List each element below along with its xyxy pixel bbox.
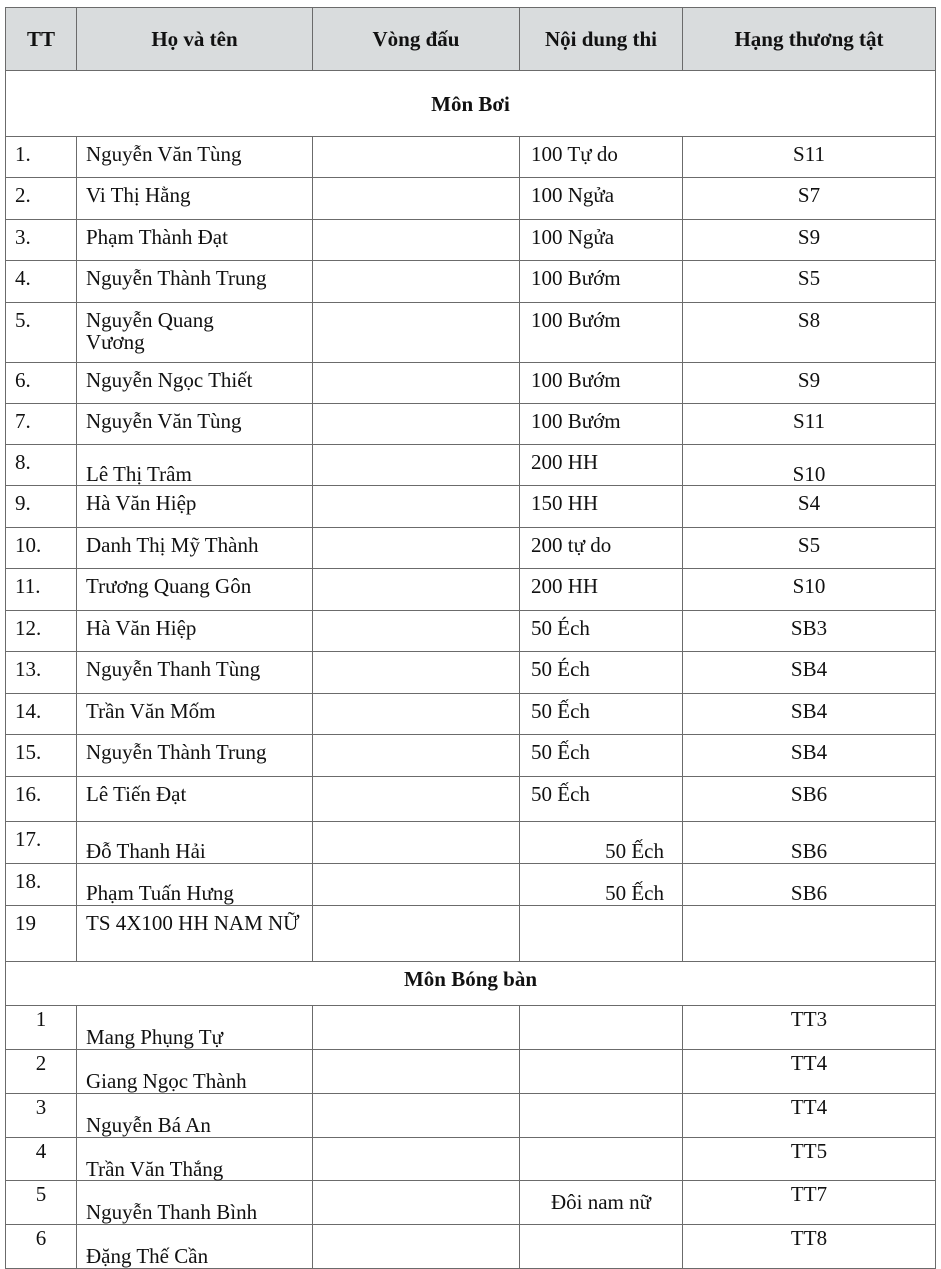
- table-row: [6, 652, 936, 694]
- table-row: [6, 303, 936, 363]
- row-number: 8.: [6, 445, 77, 486]
- event-cell: [520, 1225, 683, 1269]
- row-number: 11.: [6, 569, 77, 611]
- event-cell: 50 Ếch: [520, 694, 683, 735]
- athlete-name: Trương Quang Gôn: [77, 569, 313, 611]
- athlete-name: Danh Thị Mỹ Thành: [77, 528, 313, 569]
- athlete-name: Đỗ Thanh Hải: [77, 822, 313, 864]
- round-cell: [313, 822, 520, 864]
- event-cell: 200 HH: [520, 445, 683, 486]
- event-cell: 50 Éch: [520, 652, 683, 694]
- event-cell: 50 Ếch: [520, 864, 683, 906]
- class-cell: TT5: [683, 1138, 936, 1181]
- class-cell: SB6: [683, 822, 936, 864]
- event-cell: Đôi nam nữ: [520, 1181, 683, 1225]
- class-cell: S8: [683, 303, 936, 363]
- event-cell: [520, 1138, 683, 1181]
- class-cell: SB4: [683, 652, 936, 694]
- class-cell: S4: [683, 486, 936, 528]
- class-cell: TT4: [683, 1050, 936, 1094]
- event-cell: 50 Ếch: [520, 822, 683, 864]
- event-cell: 100 Ngửa: [520, 178, 683, 220]
- round-cell: [313, 363, 520, 404]
- event-cell: 50 Ếch: [520, 777, 683, 822]
- class-cell: SB6: [683, 864, 936, 906]
- row-number: 12.: [6, 611, 77, 652]
- row-number: 4.: [6, 261, 77, 303]
- row-number: 10.: [6, 528, 77, 569]
- round-cell: [313, 569, 520, 611]
- table-row: [6, 822, 936, 864]
- athlete-name: Trần Văn Thắng: [77, 1138, 313, 1181]
- table-row: [6, 220, 936, 261]
- athlete-name: Phạm Tuấn Hưng: [77, 864, 313, 906]
- round-cell: [313, 303, 520, 363]
- round-cell: [313, 178, 520, 220]
- table-row: [6, 528, 936, 569]
- athlete-name: Nguyễn Văn Tùng: [77, 137, 313, 178]
- table-row: [6, 735, 936, 777]
- table-row: [6, 404, 936, 445]
- event-cell: 100 Bướm: [520, 363, 683, 404]
- round-cell: [313, 1138, 520, 1181]
- class-cell: TT3: [683, 1006, 936, 1050]
- athlete-name: Hà Văn Hiệp: [77, 611, 313, 652]
- class-cell: S7: [683, 178, 936, 220]
- round-cell: [313, 1050, 520, 1094]
- table-row: [6, 611, 936, 652]
- event-cell: 100 Bướm: [520, 303, 683, 363]
- athlete-name: Lê Tiến Đạt: [77, 777, 313, 822]
- athlete-name: Phạm Thành Đạt: [77, 220, 313, 261]
- section-row: [6, 962, 936, 1006]
- round-cell: [313, 611, 520, 652]
- round-cell: [313, 1094, 520, 1138]
- event-cell: 100 Tự do: [520, 137, 683, 178]
- round-cell: [313, 1225, 520, 1269]
- round-cell: [313, 694, 520, 735]
- round-cell: [313, 777, 520, 822]
- section-title: Môn Bơi: [6, 71, 936, 137]
- table-row: [6, 363, 936, 404]
- athlete-name: Nguyễn Quang Vương: [77, 303, 313, 363]
- row-number: 3.: [6, 220, 77, 261]
- row-number: 17.: [6, 822, 77, 864]
- row-number: 4: [6, 1138, 77, 1181]
- round-cell: [313, 652, 520, 694]
- table-row: [6, 1094, 936, 1138]
- athlete-name: Lê Thị Trâm: [77, 445, 313, 486]
- athlete-name: Giang Ngọc Thành: [77, 1050, 313, 1094]
- athlete-name: Nguyễn Thanh Tùng: [77, 652, 313, 694]
- table-row: [6, 569, 936, 611]
- table-row: [6, 445, 936, 486]
- event-cell: 50 Ếch: [520, 735, 683, 777]
- table-row: [6, 694, 936, 735]
- row-number: 6: [6, 1225, 77, 1269]
- table-row: [6, 1225, 936, 1269]
- table-row: [6, 906, 936, 962]
- table-row: [6, 1181, 936, 1225]
- event-cell: 100 Bướm: [520, 261, 683, 303]
- class-cell: SB3: [683, 611, 936, 652]
- header-name: Họ và tên: [77, 8, 313, 71]
- table-row: [6, 777, 936, 822]
- round-cell: [313, 1181, 520, 1225]
- event-cell: [520, 1006, 683, 1050]
- event-cell: [520, 1050, 683, 1094]
- athlete-name: Nguyễn Bá An: [77, 1094, 313, 1138]
- table-row: [6, 178, 936, 220]
- athlete-table: [5, 7, 936, 1269]
- class-cell: SB6: [683, 777, 936, 822]
- athlete-name: Nguyễn Ngọc Thiết: [77, 363, 313, 404]
- athlete-name: Nguyễn Thành Trung: [77, 261, 313, 303]
- event-cell: [520, 1094, 683, 1138]
- round-cell: [313, 137, 520, 178]
- row-number: 15.: [6, 735, 77, 777]
- round-cell: [313, 261, 520, 303]
- row-number: 6.: [6, 363, 77, 404]
- class-cell: SB4: [683, 694, 936, 735]
- round-cell: [313, 445, 520, 486]
- row-number: 1: [6, 1006, 77, 1050]
- class-cell: S11: [683, 137, 936, 178]
- row-number: 2: [6, 1050, 77, 1094]
- table-row: [6, 864, 936, 906]
- athlete-name: Vi Thị Hằng: [77, 178, 313, 220]
- class-cell: S5: [683, 261, 936, 303]
- round-cell: [313, 486, 520, 528]
- round-cell: [313, 1006, 520, 1050]
- round-cell: [313, 735, 520, 777]
- class-cell: S9: [683, 363, 936, 404]
- class-cell: S11: [683, 404, 936, 445]
- round-cell: [313, 220, 520, 261]
- row-number: 3: [6, 1094, 77, 1138]
- class-cell: TT4: [683, 1094, 936, 1138]
- table-row: [6, 1050, 936, 1094]
- class-cell: SB4: [683, 735, 936, 777]
- row-number: 5: [6, 1181, 77, 1225]
- athlete-name: Nguyễn Thanh Bình: [77, 1181, 313, 1225]
- row-number: 5.: [6, 303, 77, 363]
- class-cell: TT7: [683, 1181, 936, 1225]
- header-round: Vòng đấu: [313, 8, 520, 71]
- round-cell: [313, 528, 520, 569]
- header-row: [6, 8, 936, 71]
- event-cell: 200 tự do: [520, 528, 683, 569]
- class-cell: TT8: [683, 1225, 936, 1269]
- table-row: [6, 137, 936, 178]
- row-number: 2.: [6, 178, 77, 220]
- section-row: [6, 71, 936, 137]
- row-number: 9.: [6, 486, 77, 528]
- class-cell: S9: [683, 220, 936, 261]
- event-cell: [520, 906, 683, 962]
- class-cell: [683, 906, 936, 962]
- table-row: [6, 261, 936, 303]
- round-cell: [313, 404, 520, 445]
- header-event: Nội dung thi: [520, 8, 683, 71]
- row-number: 14.: [6, 694, 77, 735]
- table-row: [6, 1006, 936, 1050]
- row-number: 1.: [6, 137, 77, 178]
- table-row: [6, 1138, 936, 1181]
- athlete-name: Nguyễn Thành Trung: [77, 735, 313, 777]
- athlete-name: Đặng Thế Cần: [77, 1225, 313, 1269]
- row-number: 18.: [6, 864, 77, 906]
- event-cell: 50 Éch: [520, 611, 683, 652]
- athlete-name: Trần Văn Mốm: [77, 694, 313, 735]
- round-cell: [313, 906, 520, 962]
- round-cell: [313, 864, 520, 906]
- event-cell: 100 Bướm: [520, 404, 683, 445]
- class-cell: S10: [683, 445, 936, 486]
- table-row: [6, 486, 936, 528]
- event-cell: 200 HH: [520, 569, 683, 611]
- event-cell: 100 Ngửa: [520, 220, 683, 261]
- athlete-name: TS 4X100 HH NAM NỮ: [77, 906, 313, 962]
- row-number: 13.: [6, 652, 77, 694]
- row-number: 19: [6, 906, 77, 962]
- header-tt: TT: [6, 8, 77, 71]
- athlete-name: Nguyễn Văn Tùng: [77, 404, 313, 445]
- athlete-name: Hà Văn Hiệp: [77, 486, 313, 528]
- event-cell: 150 HH: [520, 486, 683, 528]
- row-number: 16.: [6, 777, 77, 822]
- section-title: Môn Bóng bàn: [6, 962, 936, 1006]
- row-number: 7.: [6, 404, 77, 445]
- class-cell: S10: [683, 569, 936, 611]
- athlete-name: Mang Phụng Tự: [77, 1006, 313, 1050]
- class-cell: S5: [683, 528, 936, 569]
- header-class: Hạng thương tật: [683, 8, 936, 71]
